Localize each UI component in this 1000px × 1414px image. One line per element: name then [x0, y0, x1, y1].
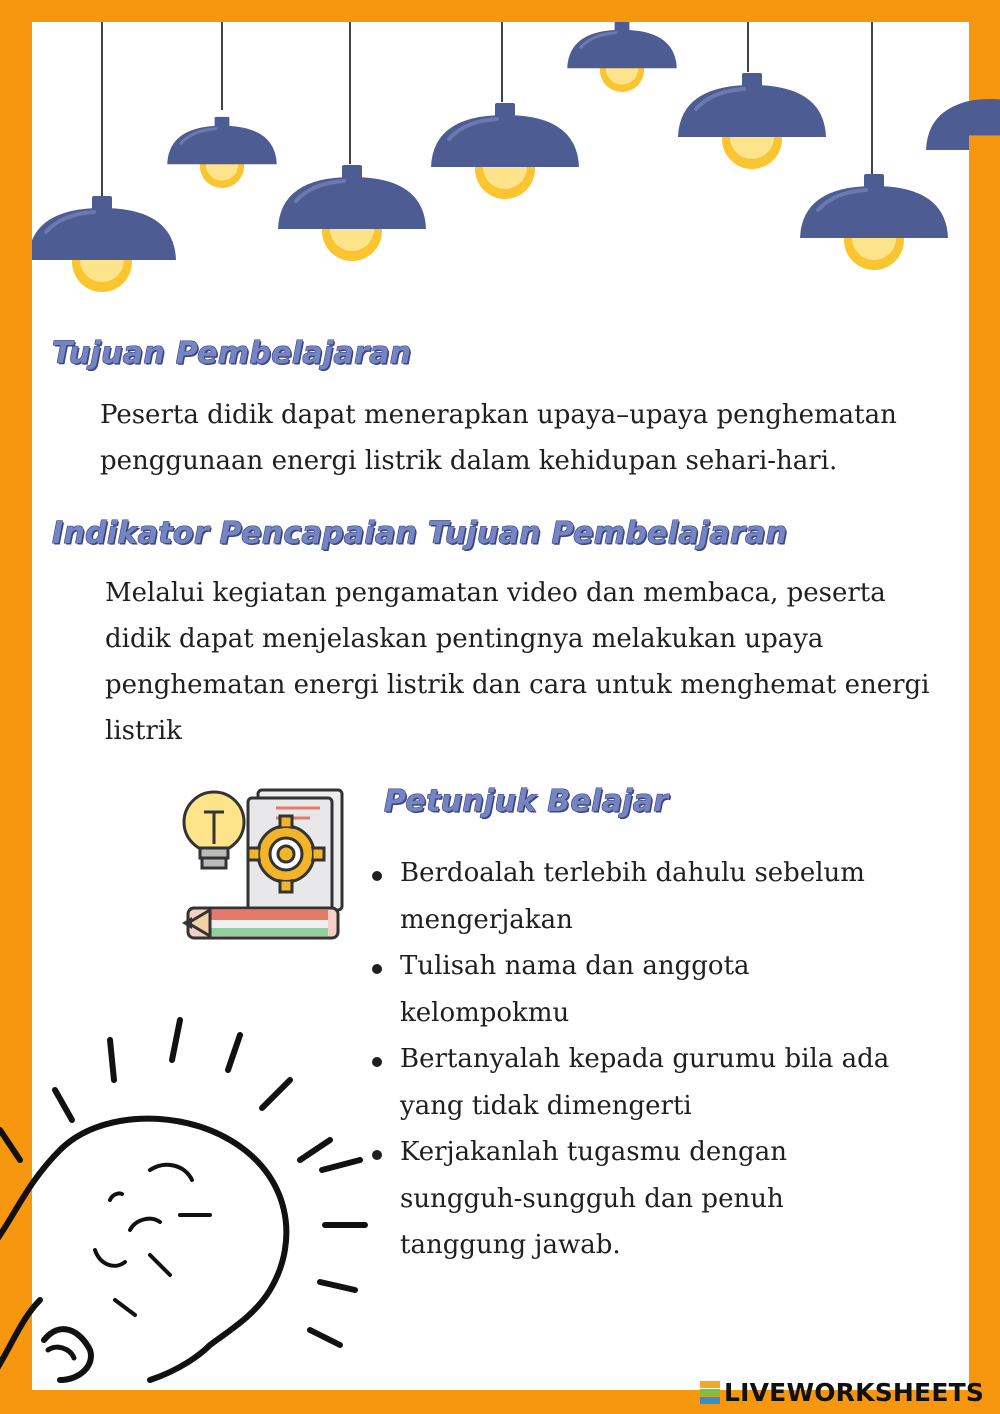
- text-line: didik dapat menjelaskan pentingnya melakukan upaya: [105, 624, 824, 654]
- learning-goals-heading: Tujuan Pembelajaran: [52, 336, 412, 371]
- lightbulb-doodle-icon: [0, 1000, 400, 1390]
- list-item: Tulisah nama dan anggota kelompokmu: [400, 943, 780, 1036]
- hanging-lamp-icon: [28, 0, 176, 292]
- text-line: penggunaan energi listrik dalam kehidupan sehari-hari.: [100, 446, 838, 476]
- text-line: Melalui kegiatan pengamatan video dan membaca, peserta: [105, 578, 886, 608]
- text-line: penghematan energi listrik dan cara untuk menghemat energi: [105, 670, 930, 700]
- learning-goals-text: [100, 392, 897, 484]
- hanging-lamp-icon: [678, 0, 826, 169]
- list-item: Berdoalah terlebih dahulu sebelum mengerjakan: [400, 850, 880, 943]
- hanging-lamp-icon: [167, 0, 277, 188]
- text-line: listrik: [105, 716, 182, 746]
- hanging-lamp-icon: [431, 0, 579, 199]
- study-instructions-heading: Petunjuk Belajar: [384, 784, 669, 819]
- study-instructions-list: [400, 850, 940, 1269]
- indicators-heading: Indikator Pencapaian Tujuan Pembelajaran: [52, 516, 788, 551]
- hanging-lamp-icon: [278, 0, 426, 261]
- text-line: Peserta didik dapat menerapkan upaya–upaya penghematan: [100, 400, 897, 430]
- logo-icon: [700, 1381, 720, 1404]
- liveworksheets-logo: [700, 1378, 984, 1407]
- indicators-text: [105, 570, 965, 754]
- lightbulb-gear-document-icon: [180, 782, 350, 947]
- logo-text: LIVEWORKSHEETS: [724, 1378, 985, 1407]
- hanging-lamps-decoration: [0, 0, 1000, 300]
- list-item: Bertanyalah kepada gurumu bila ada yang tidak dimengerti: [400, 1036, 920, 1129]
- list-item: Kerjakanlah tugasmu dengan sungguh-sungguh dan penuh tanggung jawab.: [400, 1129, 820, 1269]
